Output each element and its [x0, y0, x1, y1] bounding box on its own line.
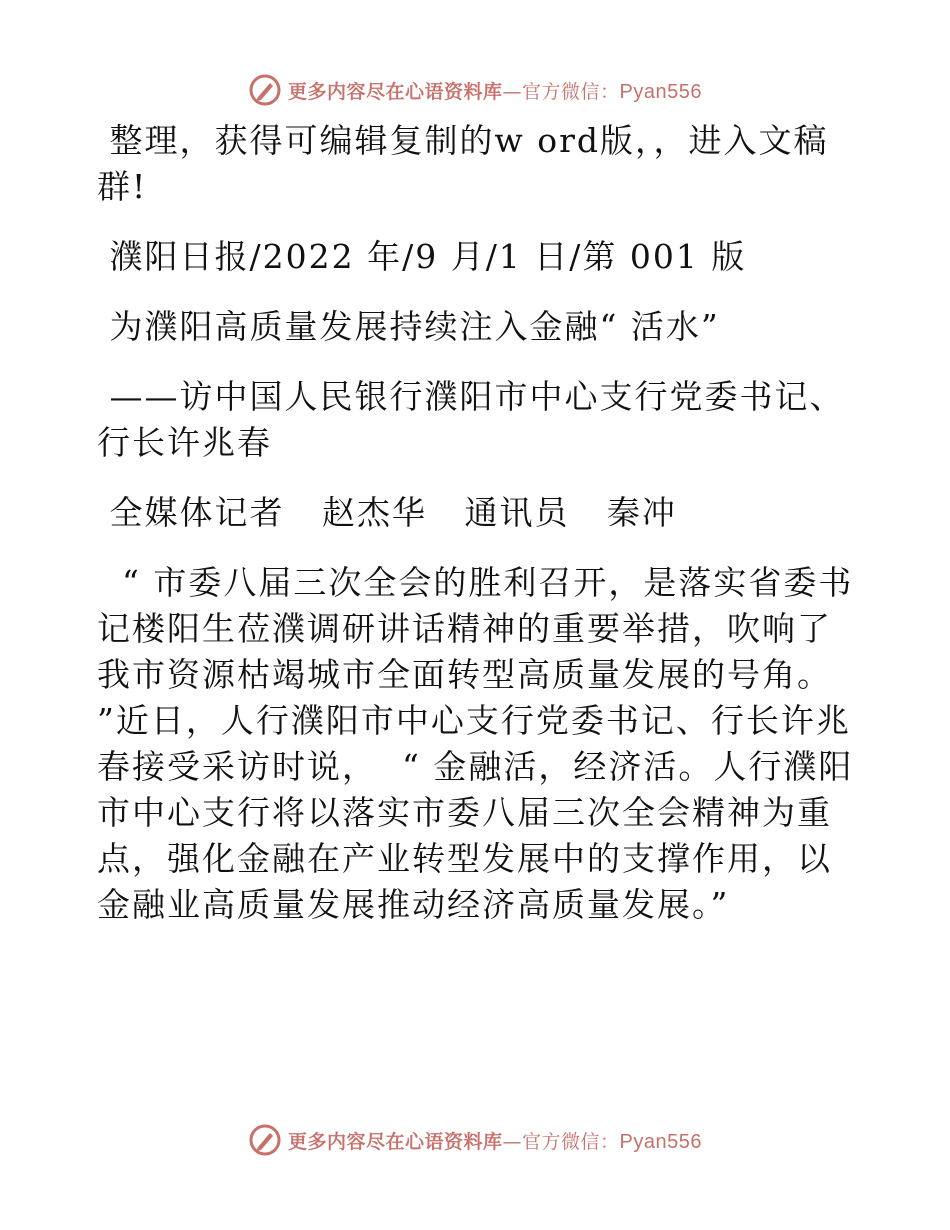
- header-watermark: [0, 70, 950, 110]
- article-subtitle: ——访中国人民银行濮阳市中心支行党委书记、行长许兆春: [97, 377, 845, 462]
- watermark-text: 更多内容尽在心语资料库—官方微信：Pyan556: [288, 80, 702, 103]
- pen-logo-icon: [248, 1123, 282, 1157]
- pen-logo-icon: [248, 73, 282, 107]
- footer-watermark: [0, 1120, 950, 1160]
- intro-line: 整理，获得可编辑复制的w ord版，，进入文稿群!: [97, 121, 829, 206]
- watermark-text: 更多内容尽在心语资料库—官方微信：Pyan556: [288, 1130, 702, 1153]
- publication-info: 濮阳日报/2022 年/9 月/1 日/第 001 版: [97, 237, 747, 276]
- article-title: 为濮阳高质量发展持续注入金融“ 活水”: [97, 307, 720, 346]
- document-body: [97, 118, 857, 952]
- body-paragraph: “ 市委八届三次全会的胜利召开，是落实省委书记楼阳生莅濮调研讲话精神的重要举措，吹响了我市资源枯竭城市全面转型高质量发展的号角。 ”近日，人行濮阳市中心支行党委书记、行长许兆春接受采访时说， “ 金融活，经济活。人行濮阳市中心支行将以落实市委八届三次全会精神为重点，强化金融在产业转型发展中的支撑作用，以金融业高质量发展推动经济高质量发展。”: [97, 563, 854, 924]
- byline: 全媒体记者 赵杰华 通讯员 秦冲: [97, 493, 677, 532]
